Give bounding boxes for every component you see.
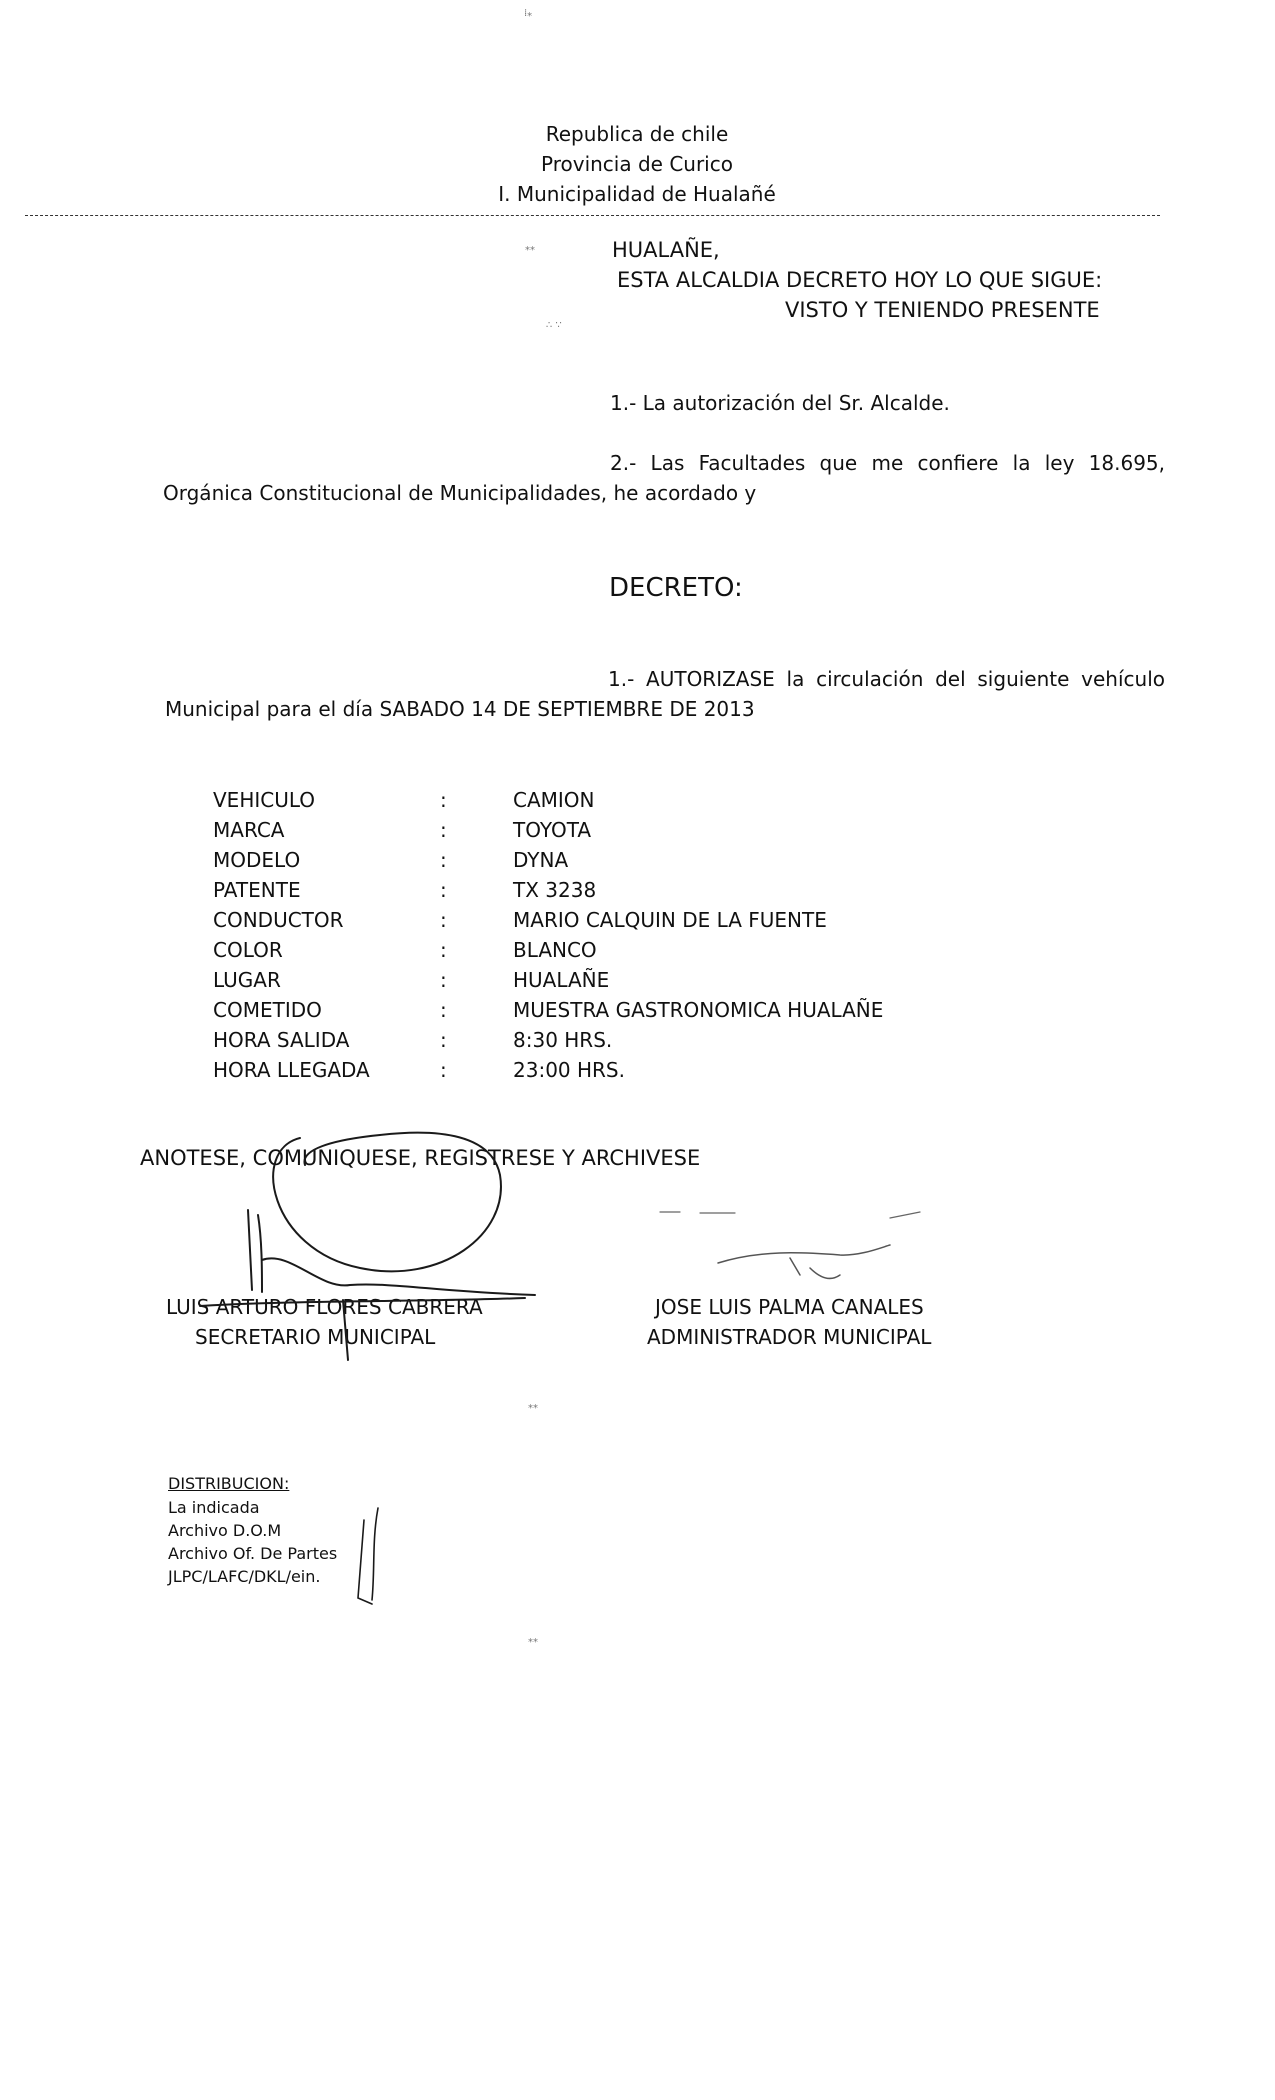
vehicle-field-value: BLANCO — [513, 938, 597, 962]
vehicle-field-label: HORA SALIDA — [213, 1028, 350, 1052]
vehicle-field-label: LUGAR — [213, 968, 281, 992]
vehicle-field-value: TX 3238 — [513, 878, 597, 902]
vehicle-field-separator: : — [440, 848, 447, 872]
left-signatory-title: SECRETARIO MUNICIPAL — [195, 1325, 436, 1349]
distribution-item: La indicada — [168, 1498, 260, 1517]
vehicle-field-separator: : — [440, 968, 447, 992]
vehicle-field-separator: : — [440, 908, 447, 932]
scan-speck: ⁎⁎ — [528, 1634, 538, 1645]
vehicle-field-separator: : — [440, 1058, 447, 1082]
header-republica: Republica de chile — [545, 122, 729, 146]
right-signatory-title: ADMINISTRADOR MUNICIPAL — [647, 1325, 932, 1349]
vehicle-field-row — [213, 940, 1013, 968]
consideration-2-line2: Orgánica Constitucional de Municipalidades, he acordado y — [163, 481, 757, 505]
right-signature-strokes — [718, 1245, 890, 1279]
vehicle-field-row — [213, 880, 1013, 908]
vehicle-field-value: TOYOTA — [513, 818, 592, 842]
vehicle-field-separator: : — [440, 818, 447, 842]
header-municipalidad: I. Municipalidad de Hualañé — [498, 182, 776, 206]
left-signatory-name: LUIS ARTURO FLORES CABRERA — [166, 1295, 483, 1319]
vehicle-field-value: DYNA — [513, 848, 569, 872]
closing-formula: ANOTESE, COMUNIQUESE, REGISTRESE Y ARCHIVESE — [140, 1146, 701, 1170]
right-signature-dash — [660, 1212, 920, 1218]
vehicle-field-value: CAMION — [513, 788, 595, 812]
vehicle-field-separator: : — [440, 998, 447, 1022]
distribution-item: JLPC/LAFC/DKL/ein. — [168, 1567, 321, 1586]
place-name: HUALAÑE, — [612, 238, 720, 262]
resolution-line1: 1.- AUTORIZASE la circulación del siguiente vehículo — [608, 667, 1165, 691]
vehicle-field-label: COLOR — [213, 938, 283, 962]
scan-speck: ⁎⁎ — [528, 1400, 538, 1411]
distribution-bracket — [358, 1508, 378, 1604]
scan-speck: ⁎⁎ — [525, 242, 535, 253]
scan-speck: ∴ ∵ — [546, 320, 562, 331]
vehicle-field-separator: : — [440, 878, 447, 902]
distribution-item: Archivo Of. De Partes — [168, 1544, 338, 1563]
scan-speck: ⁞⁎ — [524, 8, 533, 19]
header-provincia: Provincia de Curico — [541, 152, 733, 176]
vehicle-field-label: COMETIDO — [213, 998, 322, 1022]
vehicle-field-label: VEHICULO — [213, 788, 316, 812]
distribution-item: Archivo D.O.M — [168, 1521, 282, 1540]
vehicle-field-label: HORA LLEGADA — [213, 1058, 370, 1082]
vehicle-field-row — [213, 850, 1013, 878]
vehicle-field-value: 23:00 HRS. — [513, 1058, 625, 1082]
right-signatory-name: JOSE LUIS PALMA CANALES — [655, 1295, 924, 1319]
vehicle-field-value: 8:30 HRS. — [513, 1028, 613, 1052]
vehicle-field-value: MUESTRA GASTRONOMICA HUALAÑE — [513, 998, 884, 1022]
consideration-2-line1: 2.- Las Facultades que me confiere la ley 18.695, — [610, 451, 1165, 475]
header-divider — [25, 215, 1160, 216]
vehicle-field-separator: : — [440, 1028, 447, 1052]
vehicle-field-value: HUALAÑE — [513, 968, 610, 992]
vehicle-field-label: CONDUCTOR — [213, 908, 344, 932]
vehicle-field-row — [213, 910, 1013, 938]
consideration-1: 1.- La autorización del Sr. Alcalde. — [610, 391, 950, 415]
vehicle-field-row — [213, 1000, 1013, 1028]
vehicle-field-row — [213, 1060, 1013, 1088]
vehicle-field-row — [213, 970, 1013, 998]
decree-intro: ESTA ALCALDIA DECRETO HOY LO QUE SIGUE: — [617, 268, 1103, 292]
resolution-line2: Municipal para el día SABADO 14 DE SEPTIEMBRE DE 2013 — [165, 697, 755, 721]
left-signature-strokes — [248, 1210, 535, 1295]
visto-text: VISTO Y TENIENDO PRESENTE — [785, 298, 1100, 322]
vehicle-field-row — [213, 790, 1013, 818]
vehicle-field-row — [213, 1030, 1013, 1058]
decreto-heading: DECRETO: — [609, 573, 743, 603]
vehicle-field-label: PATENTE — [213, 878, 301, 902]
distribution-heading: DISTRIBUCION: — [168, 1474, 290, 1493]
vehicle-field-label: MODELO — [213, 848, 301, 872]
vehicle-field-row — [213, 820, 1013, 848]
vehicle-field-separator: : — [440, 938, 447, 962]
vehicle-field-value: MARIO CALQUIN DE LA FUENTE — [513, 908, 827, 932]
vehicle-field-separator: : — [440, 788, 447, 812]
vehicle-field-label: MARCA — [213, 818, 285, 842]
